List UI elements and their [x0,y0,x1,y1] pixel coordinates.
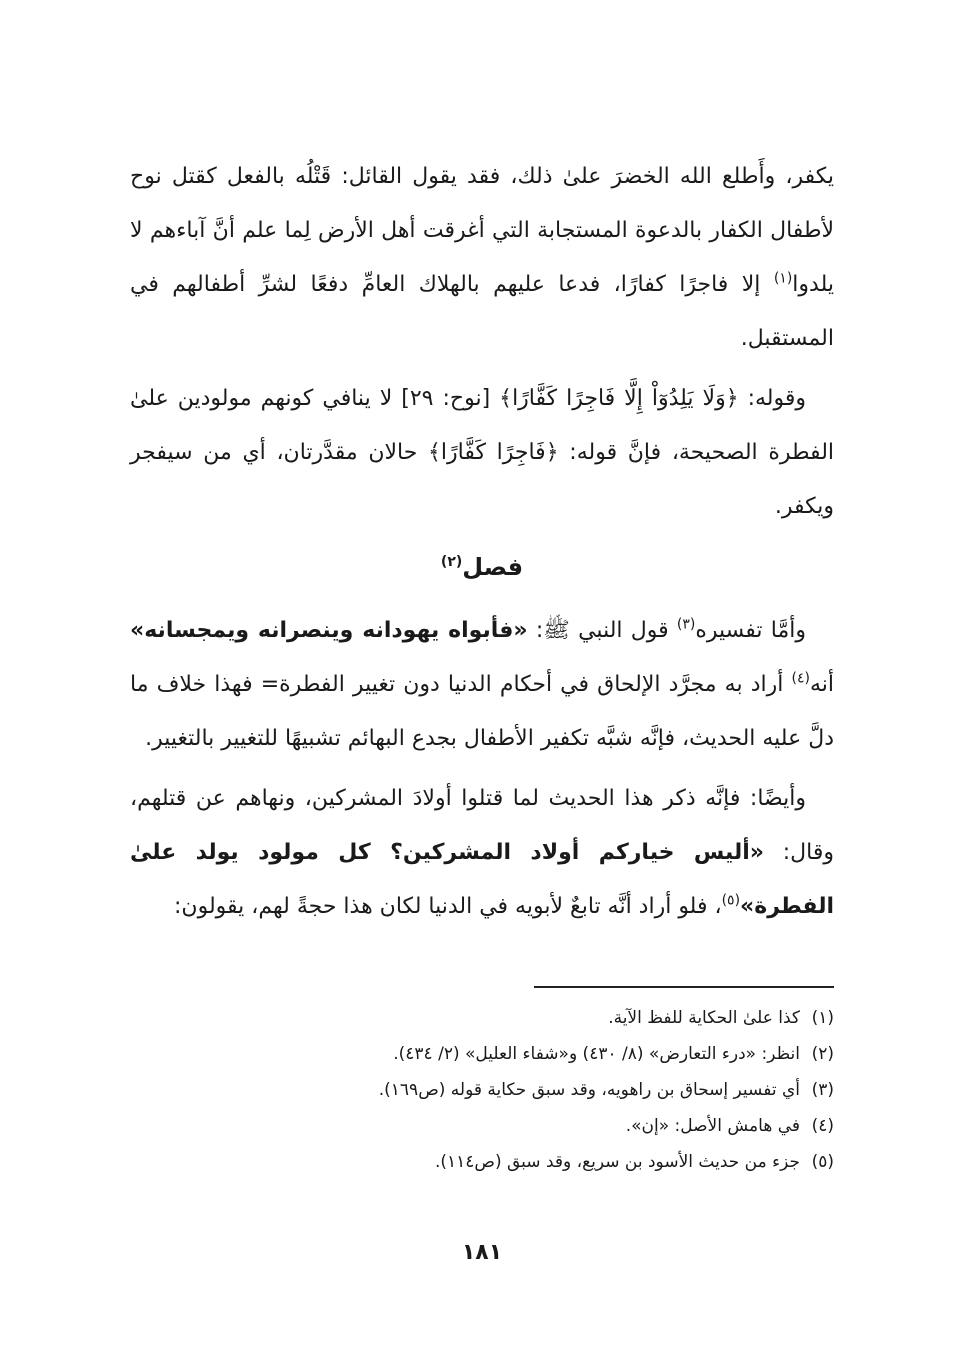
footnote-ref-3[interactable]: (٣) [676,616,696,633]
paragraph-3-text-d: أراد به مجرَّد الإلحاق في أحكام الدنيا دون تغيير الفطرة= فهذا خلاف ما دلَّ عليه الحديث، فإنَّه شبَّه تكفير الأطفال بجدع البهائم تشبيهًا للتغيير بالتغيير. [130,672,834,751]
footnote-number: (١) [811,1008,834,1028]
paragraph-3-text-b: قول النبي ﷺ: [527,618,677,643]
footnote-text: أي تفسير إسحاق بن راهويه، وقد سبق حكاية قوله (ص١٦٩). [378,1080,800,1100]
footnote-text: انظر: «درء التعارض» (٨/ ٤٣٠) و«شفاء العليل» (٢/ ٤٣٤). [393,1044,800,1064]
footnote-ref-4[interactable]: (٤) [791,670,810,687]
footnote-text: في هامش الأصل: «إن». [625,1116,800,1136]
paragraph-3-text-c: أنه [809,672,834,697]
paragraph-1-text: يكفر، وأَطلع الله الخضرَ علىٰ ذلك، فقد يقول القائل: قَتْلُه بالفعل كقتل نوح لأطفال الكفار بالدعوة المستجابة التي أغرقت أهل الأرض لِما علم أنَّ آباءهم لا يلدوا [130,164,834,297]
footnote-divider [534,986,834,988]
paragraph-1-text-b: إلا فاجرًا كفارًا، فدعا عليهم بالهلاك العامِّ دفعًا لشرِّ أطفالهم في المستقبل. [130,272,834,351]
footnote-ref-5[interactable]: (٥) [721,892,741,909]
footnote-ref-1[interactable]: (١) [773,270,793,287]
paragraph-1 [130,150,834,366]
paragraph-4-text-a: وأيضًا: فإنَّه ذكر هذا الحديث لما قتلوا أولادَ المشركين، ونهاهم عن قتلهم، وقال: [130,786,835,865]
footnotes [130,1000,834,1180]
footnote-number: (٣) [811,1080,834,1100]
paragraph-4-text-b: ، فلو أراد أنَّه تابعٌ لأبويه في الدنيا لكان هذا حجةً لهم، يقولون: [174,894,722,919]
paragraph-2-text-c: حالان مقدَّرتان، أي من سيفجر ويكفر. [130,440,834,519]
footnote-item [130,1036,834,1072]
quran-reference: [نوح: ٢٩] [392,386,500,411]
footnote-item [130,1144,834,1180]
footnote-number: (٢) [811,1044,834,1064]
footnote-item [130,1072,834,1108]
footnote-ref-2[interactable]: (٢) [440,554,463,570]
footnote-number: (٥) [811,1152,834,1172]
paragraph-3 [130,604,834,766]
page-body [130,150,834,940]
footnote-text: جزء من حديث الأسود بن سريع، وقد سبق (ص١١٤). [434,1152,800,1172]
section-heading [130,540,834,594]
footnote-item [130,1000,834,1036]
quran-quote-2: ﴿فَاجِرًا كَفَّارًا﴾ [428,440,559,465]
paragraph-2-text-a: وقوله: [738,386,807,411]
paragraph-2 [130,372,834,534]
paragraph-4 [130,772,834,934]
footnote-number: (٤) [811,1116,834,1136]
page-number: ١٨١ [461,1240,503,1265]
footnote-text: كذا علىٰ الحكاية للفظ الآية. [608,1008,800,1028]
footnote-item [130,1108,834,1144]
hadith-quote-1: «فأبواه يهودانه وينصرانه ويمجسانه» [130,618,528,643]
paragraph-2-text-b: لا ينافي كونهم مولودين علىٰ الفطرة الصحيحة، فإنَّ قوله: [130,386,835,465]
hadith-quote-2: «أليس خياركم أولاد المشركين؟ كل مولود يولد علىٰ الفطرة» [130,840,834,919]
section-heading-text: فصل [462,553,524,581]
quran-quote-1: ﴿وَلَا يَلِدُوٓاْ إِلَّا فَاجِرًا كَفَّارًا﴾ [499,386,739,411]
paragraph-3-text-a: وأمَّا تفسيره [695,618,806,643]
